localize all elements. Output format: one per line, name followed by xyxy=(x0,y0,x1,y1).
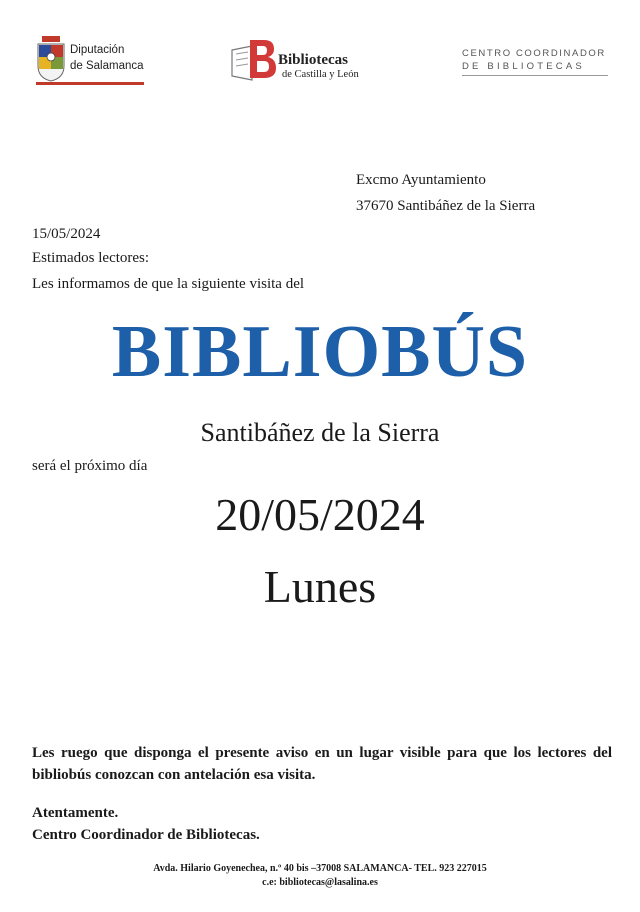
centro-line1: CENTRO COORDINADOR xyxy=(462,48,606,59)
notice-paragraph: Les ruego que disponga el presente aviso en un lugar visible para que los lectores del bibliobús conozcan con antelación esa visita. xyxy=(32,745,612,783)
bibliotecas-logo xyxy=(230,38,380,84)
footer-email: c.e: bibliotecas@lasalina.es xyxy=(262,877,378,888)
recipient-line1: Excmo Ayuntamiento xyxy=(356,172,486,188)
letter-date: 15/05/2024 xyxy=(32,226,101,242)
diputacion-name-line2: de Salamanca xyxy=(70,60,144,72)
bibliotecas-title: Bibliotecas xyxy=(278,52,348,68)
greeting: Estimados lectores: xyxy=(32,250,150,266)
place-name: Santibáñez de la Sierra xyxy=(200,418,440,447)
centro-rule xyxy=(462,75,608,76)
book-b-logo-icon xyxy=(230,38,278,82)
intro-text: Les informamos de que la siguiente visita del xyxy=(32,276,305,292)
footer xyxy=(0,862,640,890)
closing-line2: Centro Coordinador de Bibliotecas. xyxy=(32,827,260,843)
bibliotecas-subtitle: de Castilla y León xyxy=(282,69,359,80)
recipient-line2: 37670 Santibáñez de la Sierra xyxy=(356,198,536,214)
centro-coordinador-logo xyxy=(462,48,612,76)
next-day-text: será el próximo día xyxy=(32,458,148,474)
coat-of-arms-icon xyxy=(36,36,66,82)
closing xyxy=(32,802,260,846)
visit-weekday: Lunes xyxy=(263,561,377,612)
footer-address: Avda. Hilario Goyenechea, n.º 40 bis –37008 SALAMANCA- TEL. 923 227015 xyxy=(153,863,487,874)
visit-date: 20/05/2024 xyxy=(215,489,425,540)
diputacion-underline xyxy=(36,82,144,85)
closing-line1: Atentamente. xyxy=(32,805,119,821)
bibliobus-title: BIBLIOBÚS xyxy=(111,311,529,393)
diputacion-name-line1: Diputación xyxy=(70,44,125,56)
diputacion-logo xyxy=(36,36,148,86)
centro-line2: DE BIBLIOTECAS xyxy=(462,61,585,72)
